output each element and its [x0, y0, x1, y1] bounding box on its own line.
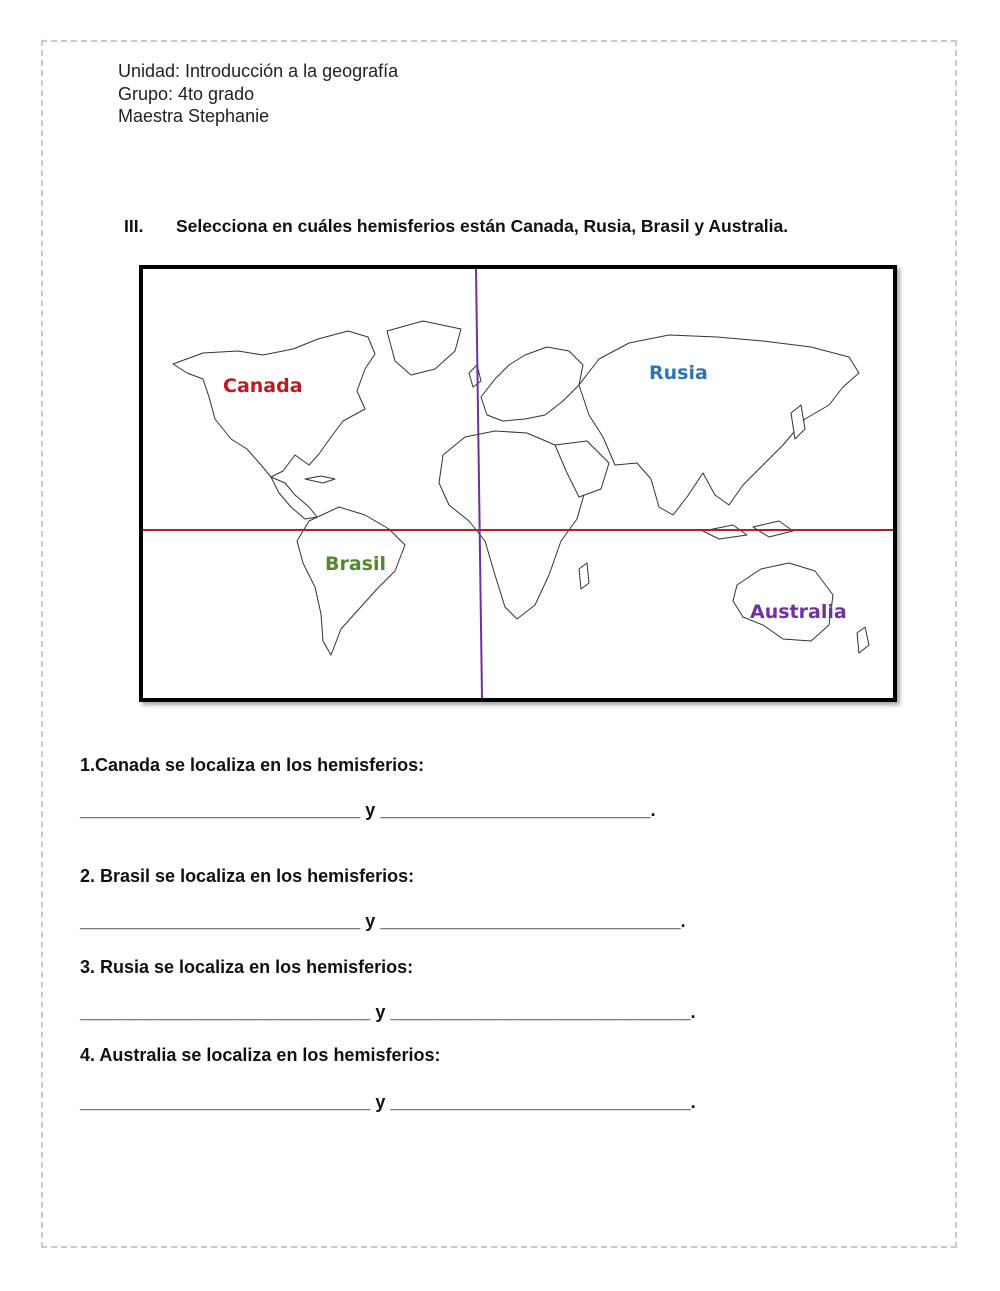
madagascar-shape: [579, 563, 589, 589]
instruction-number: III.: [124, 216, 144, 236]
instruction: [124, 216, 788, 237]
group-line: Grupo: 4to grado: [118, 83, 255, 104]
uk-shape: [469, 365, 481, 387]
label-rusia: Rusia: [649, 362, 708, 384]
answer-line-1[interactable]: ____________________________ y ___________________________.: [80, 800, 656, 820]
world-map-outline: [143, 269, 893, 698]
world-map: [139, 265, 897, 702]
instruction-text: Selecciona en cuáles hemisferios están Canada, Rusia, Brasil y Australia.: [176, 216, 789, 236]
europe-shape: [481, 347, 583, 421]
label-australia: Australia: [750, 601, 847, 623]
question-2: 2. Brasil se localiza en los hemisferios:: [80, 866, 415, 886]
answer-line-3[interactable]: _____________________________ y ______________________________.: [80, 1002, 696, 1022]
label-canada: Canada: [223, 375, 303, 397]
answer-line-2[interactable]: ____________________________ y ______________________________.: [80, 911, 686, 931]
label-brasil: Brasil: [325, 553, 387, 575]
teacher-line: Maestra Stephanie: [118, 106, 270, 126]
asia-shape: [579, 335, 859, 515]
question-1: 1.Canada se localiza en los hemisferios:: [80, 755, 425, 775]
question-4: 4. Australia se localiza en los hemisferios:: [80, 1045, 441, 1065]
caribbean-islands-shape: [305, 476, 335, 483]
greenland-shape: [387, 321, 461, 375]
question-3: 3. Rusia se localiza en los hemisferios:: [80, 957, 414, 977]
worksheet-header: [118, 60, 398, 128]
north-america-shape: [173, 331, 375, 477]
unit-line: Unidad: Introducción a la geografía: [118, 61, 399, 81]
central-america-shape: [271, 477, 317, 519]
answer-line-4[interactable]: _____________________________ y ______________________________.: [80, 1092, 696, 1112]
new-zealand-shape: [857, 627, 869, 653]
